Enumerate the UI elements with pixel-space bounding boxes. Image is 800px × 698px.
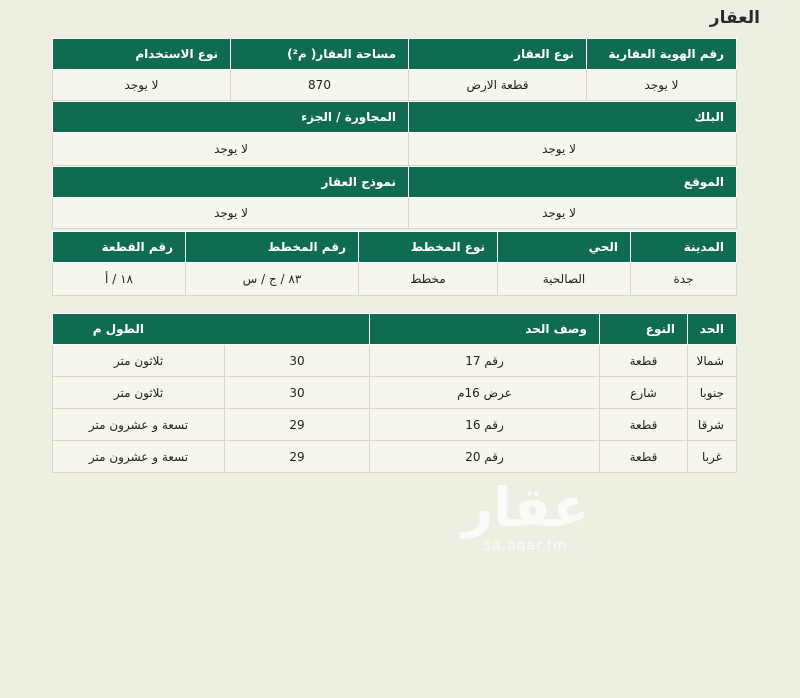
header-neighborhood-part: المجاورة / الجزء [53, 102, 409, 133]
table-row [53, 198, 737, 229]
header-property-area: مساحة العقار( م²) [231, 39, 409, 70]
table-row [53, 345, 737, 377]
border-description: رقم 16 [370, 409, 600, 441]
header-plot-number: رقم القطعة [53, 232, 186, 263]
watermark [462, 478, 589, 554]
table-row [53, 133, 737, 166]
value-city: جدة [631, 263, 737, 296]
table-header-row [53, 39, 737, 70]
value-plan-number: ٨٣ / ج / س [186, 263, 359, 296]
header-plan-number: رقم المخطط [186, 232, 359, 263]
value-district: الصالحية [498, 263, 631, 296]
border-description: عرض 16م [370, 377, 600, 409]
table-row [53, 263, 737, 296]
border-direction: شرقا [688, 409, 737, 441]
border-direction: غربا [688, 441, 737, 473]
header-property-id: رقم الهوية العقارية [587, 39, 737, 70]
border-length-number: 30 [225, 345, 370, 377]
watermark-brand: عقار [462, 476, 590, 539]
border-type: شارع [600, 377, 688, 409]
header-usage-type: نوع الاستخدام [53, 39, 231, 70]
header-property-type: نوع العقار [409, 39, 587, 70]
value-property-model: لا يوجد [53, 198, 409, 229]
header-city: المدينة [631, 232, 737, 263]
border-direction: شمالا [688, 345, 737, 377]
property-info-table [52, 38, 737, 101]
value-location: لا يوجد [409, 198, 737, 229]
border-type: قطعة [600, 345, 688, 377]
border-length-number: 29 [225, 409, 370, 441]
value-plot-number: ١٨ / أ [53, 263, 186, 296]
table-header-row [53, 102, 737, 133]
header-length: الطول م [53, 314, 370, 345]
table-header-row [53, 232, 737, 263]
table-row [53, 377, 737, 409]
border-length-text: تسعة و عشرون متر [53, 441, 225, 473]
table-row [53, 441, 737, 473]
header-border: الحد [688, 314, 737, 345]
border-type: قطعة [600, 441, 688, 473]
location-table [52, 166, 737, 229]
header-property-model: نموذج العقار [53, 167, 409, 198]
value-block: لا يوجد [409, 133, 737, 166]
border-length-text: تسعة و عشرون متر [53, 409, 225, 441]
watermark-domain: sa.aqar.fm [483, 538, 568, 554]
header-district: الحي [498, 232, 631, 263]
border-description: رقم 20 [370, 441, 600, 473]
header-block: البلك [409, 102, 737, 133]
header-border-type: النوع [600, 314, 688, 345]
section-title: العقار [709, 8, 760, 28]
borders-table [52, 313, 737, 473]
value-plan-type: مخطط [359, 263, 498, 296]
city-table [52, 231, 737, 296]
header-border-description: وصف الحد [370, 314, 600, 345]
table-header-row [53, 314, 737, 345]
value-neighborhood-part: لا يوجد [53, 133, 409, 166]
border-length-number: 30 [225, 377, 370, 409]
value-property-type: قطعة الارض [409, 70, 587, 101]
table-header-row [53, 167, 737, 198]
border-length-number: 29 [225, 441, 370, 473]
border-length-text: ثلاثون متر [53, 377, 225, 409]
border-type: قطعة [600, 409, 688, 441]
border-length-text: ثلاثون متر [53, 345, 225, 377]
border-direction: جنوبا [688, 377, 737, 409]
header-location: الموقع [409, 167, 737, 198]
block-table [52, 101, 737, 166]
border-description: رقم 17 [370, 345, 600, 377]
table-row [53, 409, 737, 441]
value-usage-type: لا يوجد [53, 70, 231, 101]
value-property-id: لا يوجد [587, 70, 737, 101]
header-plan-type: نوع المخطط [359, 232, 498, 263]
value-property-area: 870 [231, 70, 409, 101]
table-row [53, 70, 737, 101]
